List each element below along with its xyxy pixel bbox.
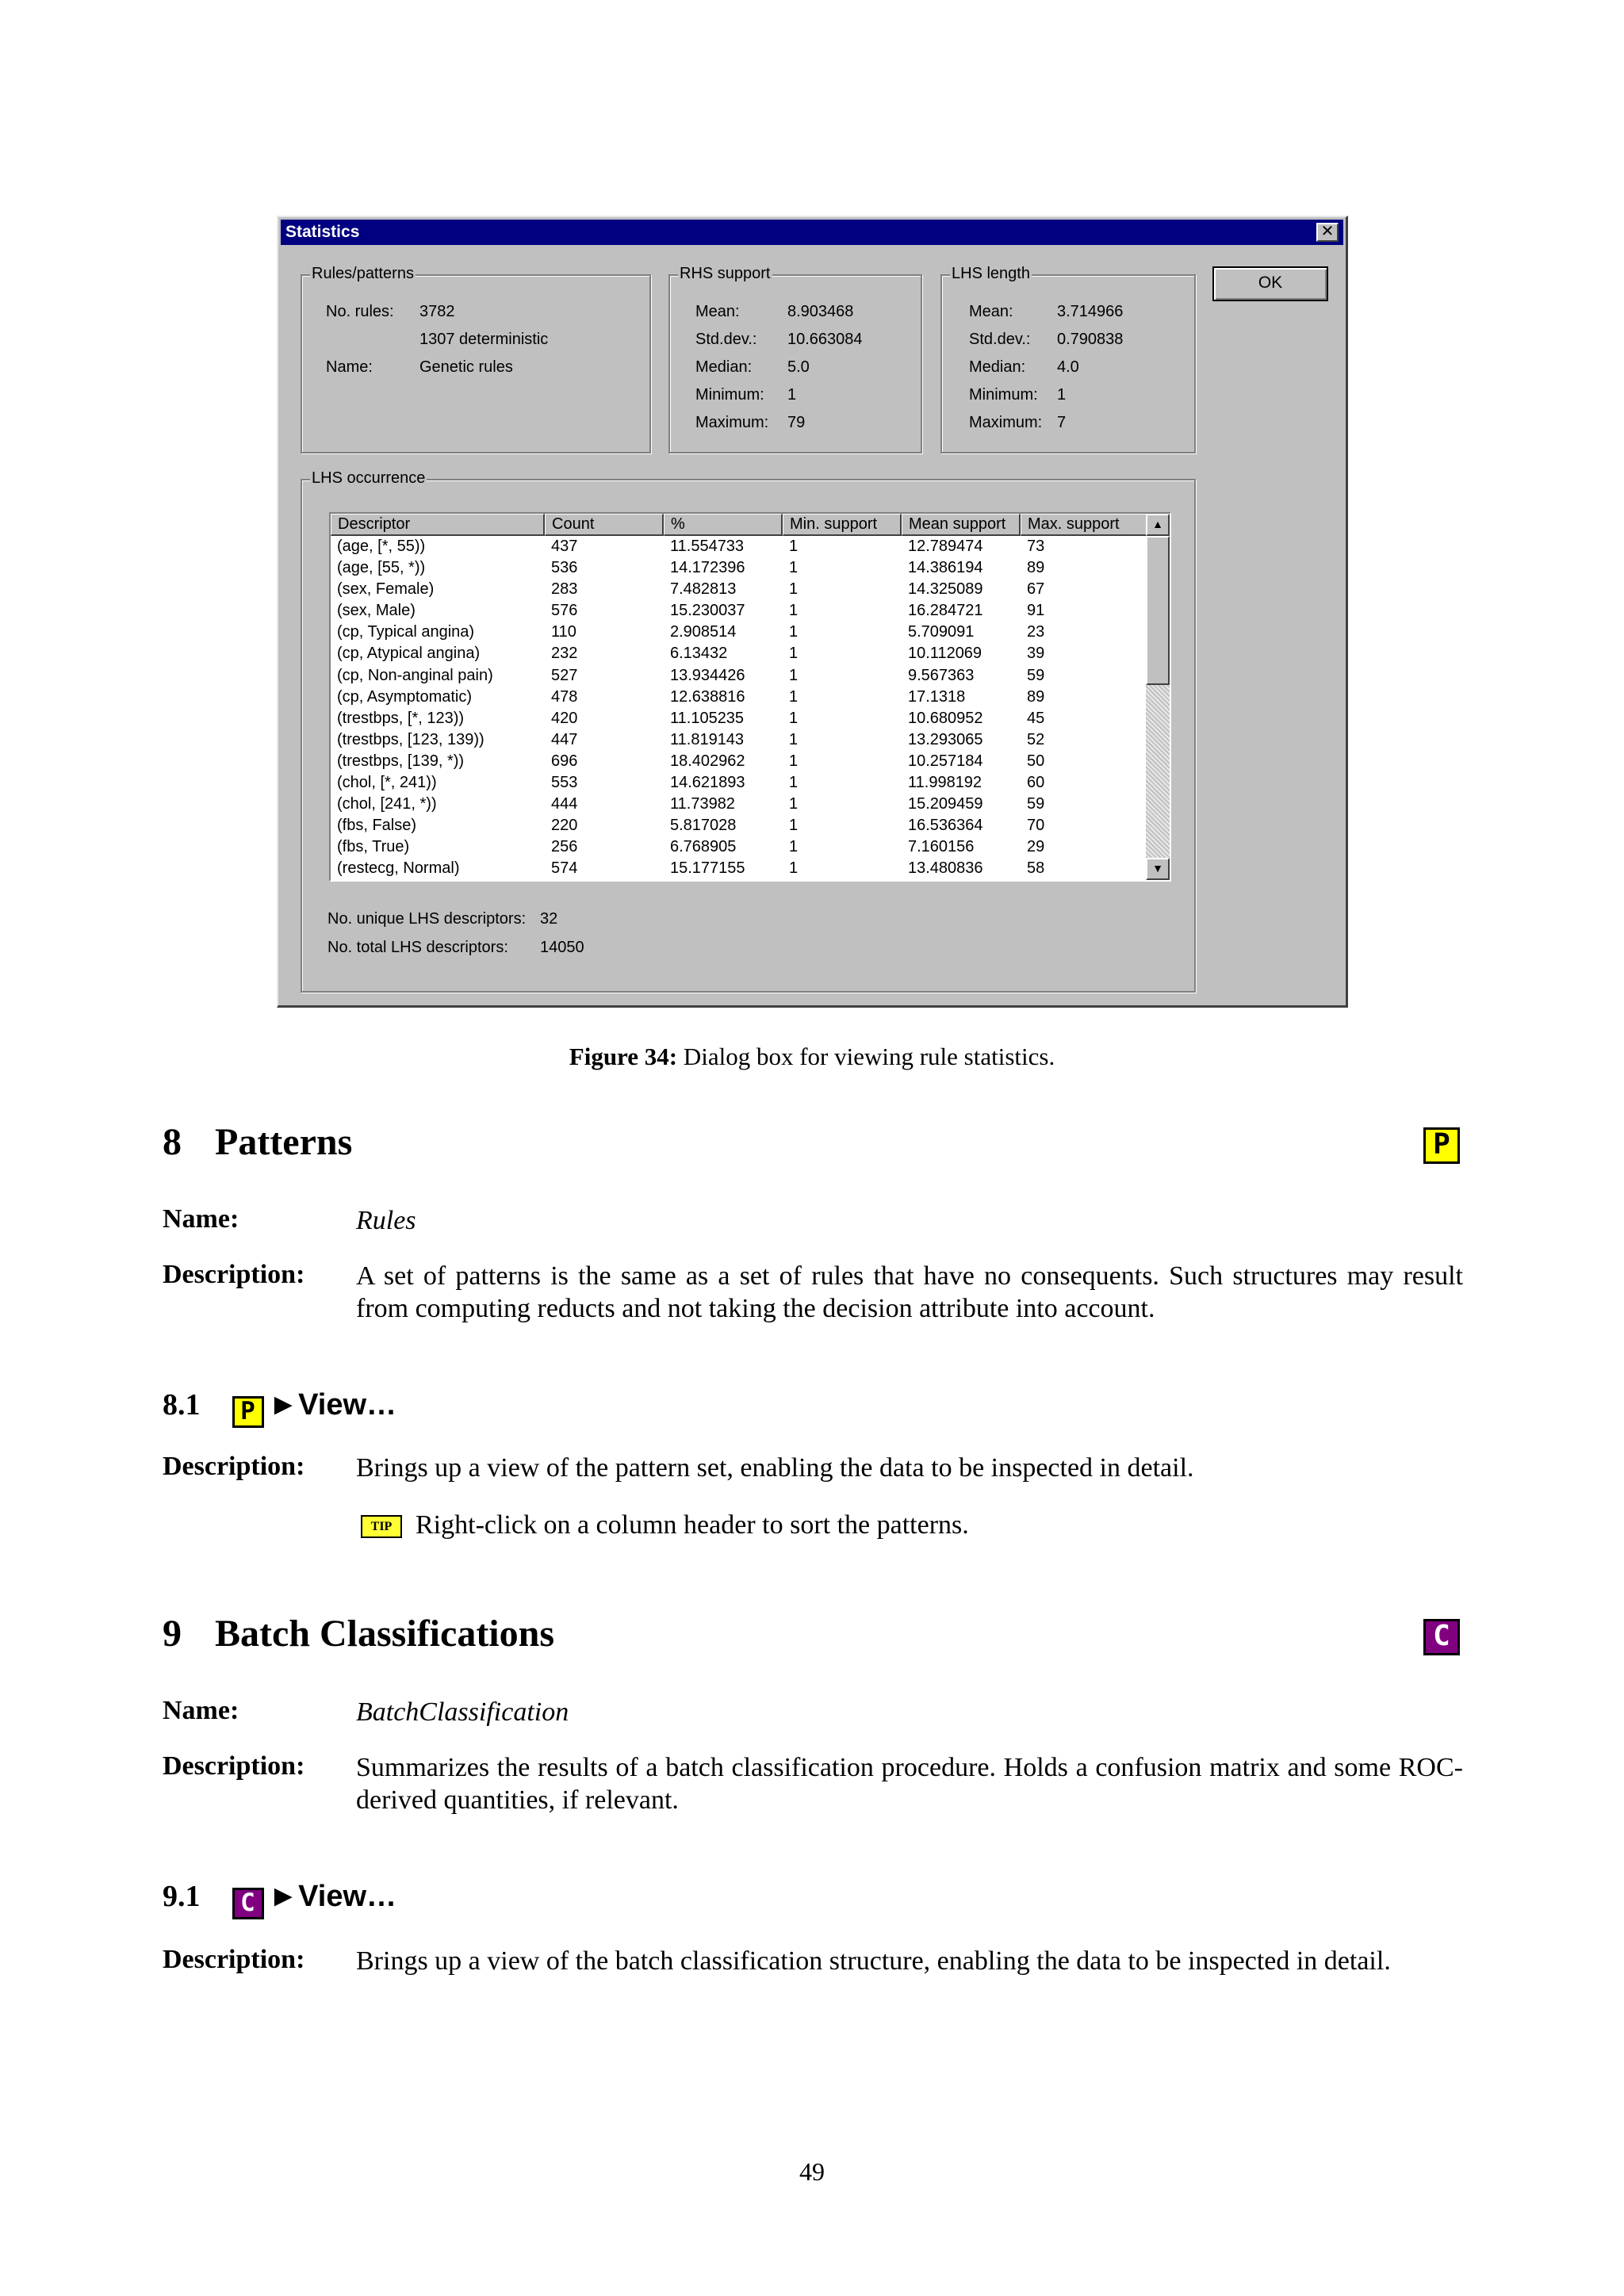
rhs-median-label: Median: xyxy=(695,358,753,376)
cell-max-support: 73 xyxy=(1027,538,1045,555)
cell-count: 576 xyxy=(551,602,578,620)
figure-caption xyxy=(0,1043,1624,1071)
tip-icon: TIP xyxy=(361,1515,402,1538)
section-9-1-title: View… xyxy=(298,1880,397,1913)
lhs-stddev-label: Std.dev.: xyxy=(969,331,1031,348)
cell-count: 437 xyxy=(551,538,578,555)
cell-percent: 13.934426 xyxy=(670,666,745,684)
tip-text: Right-click on a column header to sort the patterns. xyxy=(416,1510,969,1540)
table-row[interactable] xyxy=(331,858,1147,879)
arrow-icon: ► xyxy=(268,1388,299,1422)
cell-count: 256 xyxy=(551,838,578,856)
page-number: 49 xyxy=(799,2157,825,2186)
column-header-percent[interactable]: % xyxy=(664,514,783,536)
lhs-median-label: Median: xyxy=(969,358,1026,376)
cell-min-support: 1 xyxy=(789,623,799,641)
lhs-length-legend: LHS length xyxy=(952,265,1030,282)
cell-percent: 2.908514 xyxy=(670,623,737,641)
cell-percent: 14.621893 xyxy=(670,774,745,792)
rhs-support-group xyxy=(668,265,922,453)
cell-max-support: 59 xyxy=(1027,795,1045,813)
cell-descriptor: (fbs, True) xyxy=(337,838,410,856)
cell-mean-support: 9.567363 xyxy=(908,666,975,684)
rhs-minimum-value: 1 xyxy=(787,386,797,404)
cell-percent: 15.177155 xyxy=(670,859,745,878)
lhs-occurrence-list[interactable] xyxy=(329,512,1171,882)
cell-min-support: 1 xyxy=(789,730,799,748)
table-row[interactable] xyxy=(331,708,1147,729)
table-row[interactable] xyxy=(331,643,1147,664)
table-row[interactable] xyxy=(331,665,1147,687)
rhs-stddev-value: 10.663084 xyxy=(787,331,863,348)
figure-label: Figure 34: xyxy=(569,1043,678,1070)
cell-count: 220 xyxy=(551,817,578,835)
scroll-down-icon[interactable]: ▼ xyxy=(1146,858,1170,880)
cell-descriptor: (trestbps, [139, *)) xyxy=(337,752,465,770)
vertical-scrollbar[interactable] xyxy=(1146,514,1170,880)
table-row[interactable] xyxy=(331,772,1147,794)
cell-max-support: 89 xyxy=(1027,559,1045,577)
cell-descriptor: (cp, Typical angina) xyxy=(337,623,475,641)
s9-description-term: Description: xyxy=(163,1751,305,1781)
section-9-heading xyxy=(163,1612,554,1655)
cell-percent: 5.817028 xyxy=(670,817,737,835)
cell-count: 478 xyxy=(551,687,578,706)
figure-caption-text: Dialog box for viewing rule statistics. xyxy=(683,1043,1055,1070)
cell-max-support: 91 xyxy=(1027,602,1045,620)
lhs-mean-value: 3.714966 xyxy=(1057,303,1124,320)
rhs-support-legend: RHS support xyxy=(680,265,771,282)
section-8-title: Patterns xyxy=(215,1121,353,1163)
total-descriptors-value: 14050 xyxy=(540,939,584,956)
cell-mean-support: 5.709091 xyxy=(908,623,975,641)
table-row[interactable] xyxy=(331,836,1147,858)
cell-percent: 7.482813 xyxy=(670,580,737,599)
cell-descriptor: (age, [55, *)) xyxy=(337,559,426,577)
cell-percent: 14.172396 xyxy=(670,559,745,577)
cell-min-support: 1 xyxy=(789,666,799,684)
name-value: Genetic rules xyxy=(419,358,513,376)
cell-percent: 18.402962 xyxy=(670,752,745,770)
s9-description-text: Summarizes the results of a batch classification procedure. Holds a confusion matrix and some ROC-derived quantities, if relevant. xyxy=(356,1753,1463,1815)
table-row[interactable] xyxy=(331,557,1147,579)
cell-mean-support: 14.386194 xyxy=(908,559,983,577)
name-label: Name: xyxy=(326,358,373,376)
table-row[interactable] xyxy=(331,794,1147,815)
arrow-icon: ► xyxy=(268,1880,299,1913)
cell-max-support: 39 xyxy=(1027,645,1045,663)
cell-mean-support: 16.536364 xyxy=(908,817,983,835)
dialog-titlebar[interactable] xyxy=(281,220,1343,245)
section-8-1-number: 8.1 xyxy=(163,1388,201,1422)
s8-name-value: Rules xyxy=(356,1206,416,1235)
cell-count: 110 xyxy=(551,623,576,641)
table-row[interactable] xyxy=(331,687,1147,708)
cell-count: 232 xyxy=(551,645,578,663)
lhs-minimum-value: 1 xyxy=(1057,386,1067,404)
cell-mean-support: 13.480836 xyxy=(908,859,983,878)
cell-min-support: 1 xyxy=(789,687,799,706)
cell-descriptor: (trestbps, [*, 123)) xyxy=(337,709,465,727)
table-row[interactable] xyxy=(331,536,1147,557)
cell-descriptor: (cp, Atypical angina) xyxy=(337,645,481,663)
lhs-minimum-label: Minimum: xyxy=(969,386,1038,404)
section-9-1-heading xyxy=(163,1879,396,1919)
cell-mean-support: 10.112069 xyxy=(908,645,982,663)
section-8-1-heading xyxy=(163,1387,396,1428)
cell-count: 527 xyxy=(551,666,578,684)
unique-descriptors-value: 32 xyxy=(540,910,558,928)
cell-min-support: 1 xyxy=(789,602,799,620)
cell-percent: 12.638816 xyxy=(670,687,745,706)
cell-descriptor: (fbs, False) xyxy=(337,817,417,835)
column-header-min-support[interactable]: Min. support xyxy=(783,514,902,536)
cell-count: 420 xyxy=(551,709,578,727)
column-header-count[interactable]: Count xyxy=(545,514,664,536)
cell-max-support: 50 xyxy=(1027,752,1045,770)
table-row[interactable] xyxy=(331,600,1147,622)
cell-min-support: 1 xyxy=(789,774,799,792)
cell-descriptor: (restecg, Normal) xyxy=(337,859,460,878)
cell-descriptor: (trestbps, [123, 139)) xyxy=(337,730,485,748)
statistics-dialog xyxy=(277,216,1348,1008)
cell-min-support: 1 xyxy=(789,795,799,813)
cell-max-support: 60 xyxy=(1027,774,1045,792)
cell-descriptor: (chol, [*, 241)) xyxy=(337,774,437,792)
classification-icon: C xyxy=(232,1888,264,1919)
cell-min-support: 1 xyxy=(789,538,799,555)
cell-percent: 11.73982 xyxy=(670,795,735,813)
column-header-descriptor[interactable]: Descriptor xyxy=(331,514,545,536)
cell-mean-support: 13.293065 xyxy=(908,730,983,748)
list-header xyxy=(331,514,1147,536)
s8-1-description-text: Brings up a view of the pattern set, enabling the data to be inspected in detail. xyxy=(356,1453,1194,1483)
cell-count: 574 xyxy=(551,859,578,878)
cell-mean-support: 12.789474 xyxy=(908,538,983,555)
lhs-maximum-value: 7 xyxy=(1057,414,1067,431)
section-8-1-title: View… xyxy=(298,1388,397,1422)
total-descriptors-label: No. total LHS descriptors: xyxy=(327,939,508,956)
no-rules-value: 3782 xyxy=(419,303,455,320)
rhs-maximum-value: 79 xyxy=(787,414,806,431)
s8-name-term: Name: xyxy=(163,1204,239,1234)
cell-mean-support: 16.284721 xyxy=(908,602,983,620)
cell-max-support: 58 xyxy=(1027,859,1045,878)
table-row[interactable] xyxy=(331,751,1147,772)
cell-max-support: 59 xyxy=(1027,666,1045,684)
cell-count: 444 xyxy=(551,795,578,813)
dialog-title: Statistics xyxy=(285,223,360,241)
cell-percent: 6.13432 xyxy=(670,645,728,663)
no-rules-label: No. rules: xyxy=(326,303,394,320)
close-button[interactable]: ✕ xyxy=(1316,223,1339,242)
cell-descriptor: (sex, Female) xyxy=(337,580,435,599)
lhs-median-value: 4.0 xyxy=(1057,358,1079,376)
rhs-minimum-label: Minimum: xyxy=(695,386,764,404)
cell-descriptor: (chol, [241, *)) xyxy=(337,795,437,813)
column-header-mean-support[interactable]: Mean support xyxy=(902,514,1021,536)
s9-1-description-term: Description: xyxy=(163,1945,305,1974)
cell-mean-support: 14.325089 xyxy=(908,580,983,599)
cell-min-support: 1 xyxy=(789,645,799,663)
cell-min-support: 1 xyxy=(789,752,799,770)
cell-descriptor: (cp, Non-anginal pain) xyxy=(337,666,493,684)
rhs-mean-label: Mean: xyxy=(695,303,740,320)
cell-min-support: 1 xyxy=(789,817,799,835)
deterministic-value: 1307 deterministic xyxy=(419,331,549,348)
cell-count: 283 xyxy=(551,580,578,599)
cell-percent: 11.819143 xyxy=(670,730,745,748)
cell-percent: 6.768905 xyxy=(670,838,737,856)
cell-mean-support: 10.680952 xyxy=(908,709,983,727)
s9-name-term: Name: xyxy=(163,1696,239,1725)
lhs-mean-label: Mean: xyxy=(969,303,1013,320)
scrollbar-thumb[interactable] xyxy=(1146,536,1170,685)
pattern-icon: P xyxy=(232,1396,264,1428)
unique-descriptors-label: No. unique LHS descriptors: xyxy=(327,910,527,928)
lhs-occurrence-legend: LHS occurrence xyxy=(312,469,426,487)
cell-percent: 11.105235 xyxy=(670,709,745,727)
rhs-maximum-label: Maximum: xyxy=(695,414,769,431)
s8-description-text: A set of patterns is the same as a set of rules that have no consequents. Such structures may result from computing reducts and not taking the decision attribute into account. xyxy=(356,1261,1463,1323)
section-9-1-number: 9.1 xyxy=(163,1880,201,1913)
cell-max-support: 67 xyxy=(1027,580,1045,599)
cell-percent: 15.230037 xyxy=(670,602,745,620)
cell-max-support: 45 xyxy=(1027,709,1045,727)
cell-min-support: 1 xyxy=(789,838,799,856)
section-8-number: 8 xyxy=(163,1121,182,1163)
lhs-stddev-value: 0.790838 xyxy=(1057,331,1124,348)
cell-min-support: 1 xyxy=(789,559,799,577)
cell-max-support: 70 xyxy=(1027,817,1045,835)
table-row[interactable] xyxy=(331,729,1147,751)
table-row[interactable] xyxy=(331,815,1147,836)
cell-mean-support: 17.1318 xyxy=(908,687,966,706)
cell-count: 696 xyxy=(551,752,578,770)
cell-descriptor: (age, [*, 55)) xyxy=(337,538,426,555)
rules-patterns-group xyxy=(301,265,651,453)
cell-percent: 11.554733 xyxy=(670,538,745,555)
lhs-length-group xyxy=(940,265,1196,453)
cell-count: 536 xyxy=(551,559,578,577)
section-9-title: Batch Classifications xyxy=(215,1613,555,1655)
rhs-stddev-label: Std.dev.: xyxy=(695,331,757,348)
cell-max-support: 29 xyxy=(1027,838,1045,856)
cell-mean-support: 7.160156 xyxy=(908,838,975,856)
list-rows xyxy=(331,536,1147,880)
cell-max-support: 52 xyxy=(1027,730,1045,748)
ok-button[interactable]: OK xyxy=(1212,266,1328,301)
cell-max-support: 23 xyxy=(1027,623,1045,641)
lhs-maximum-label: Maximum: xyxy=(969,414,1043,431)
cell-max-support: 89 xyxy=(1027,687,1045,706)
cell-descriptor: (cp, Asymptomatic) xyxy=(337,687,473,706)
rules-patterns-legend: Rules/patterns xyxy=(312,265,414,282)
s8-1-description-term: Description: xyxy=(163,1452,305,1481)
cell-count: 553 xyxy=(551,774,578,792)
cell-mean-support: 15.209459 xyxy=(908,795,983,813)
cell-count: 447 xyxy=(551,730,578,748)
s9-1-description-text: Brings up a view of the batch classification structure, enabling the data to be inspected in detail. xyxy=(356,1946,1391,1976)
table-row[interactable] xyxy=(331,579,1147,600)
cell-min-support: 1 xyxy=(789,580,799,599)
cell-mean-support: 10.257184 xyxy=(908,752,983,770)
table-row[interactable] xyxy=(331,622,1147,643)
rhs-median-value: 5.0 xyxy=(787,358,810,376)
s8-description-term: Description: xyxy=(163,1260,305,1289)
cell-descriptor: (sex, Male) xyxy=(337,602,416,620)
pattern-icon: P xyxy=(1423,1127,1460,1164)
cell-mean-support: 11.998192 xyxy=(908,774,982,792)
section-9-number: 9 xyxy=(163,1613,182,1655)
cell-min-support: 1 xyxy=(789,709,799,727)
section-8-heading xyxy=(163,1120,352,1164)
classification-icon: C xyxy=(1423,1619,1460,1655)
cell-min-support: 1 xyxy=(789,859,799,878)
scroll-up-icon[interactable]: ▲ xyxy=(1146,514,1170,536)
column-header-max-support[interactable]: Max. support xyxy=(1021,514,1147,536)
rhs-mean-value: 8.903468 xyxy=(787,303,854,320)
s9-name-value: BatchClassification xyxy=(356,1697,569,1727)
